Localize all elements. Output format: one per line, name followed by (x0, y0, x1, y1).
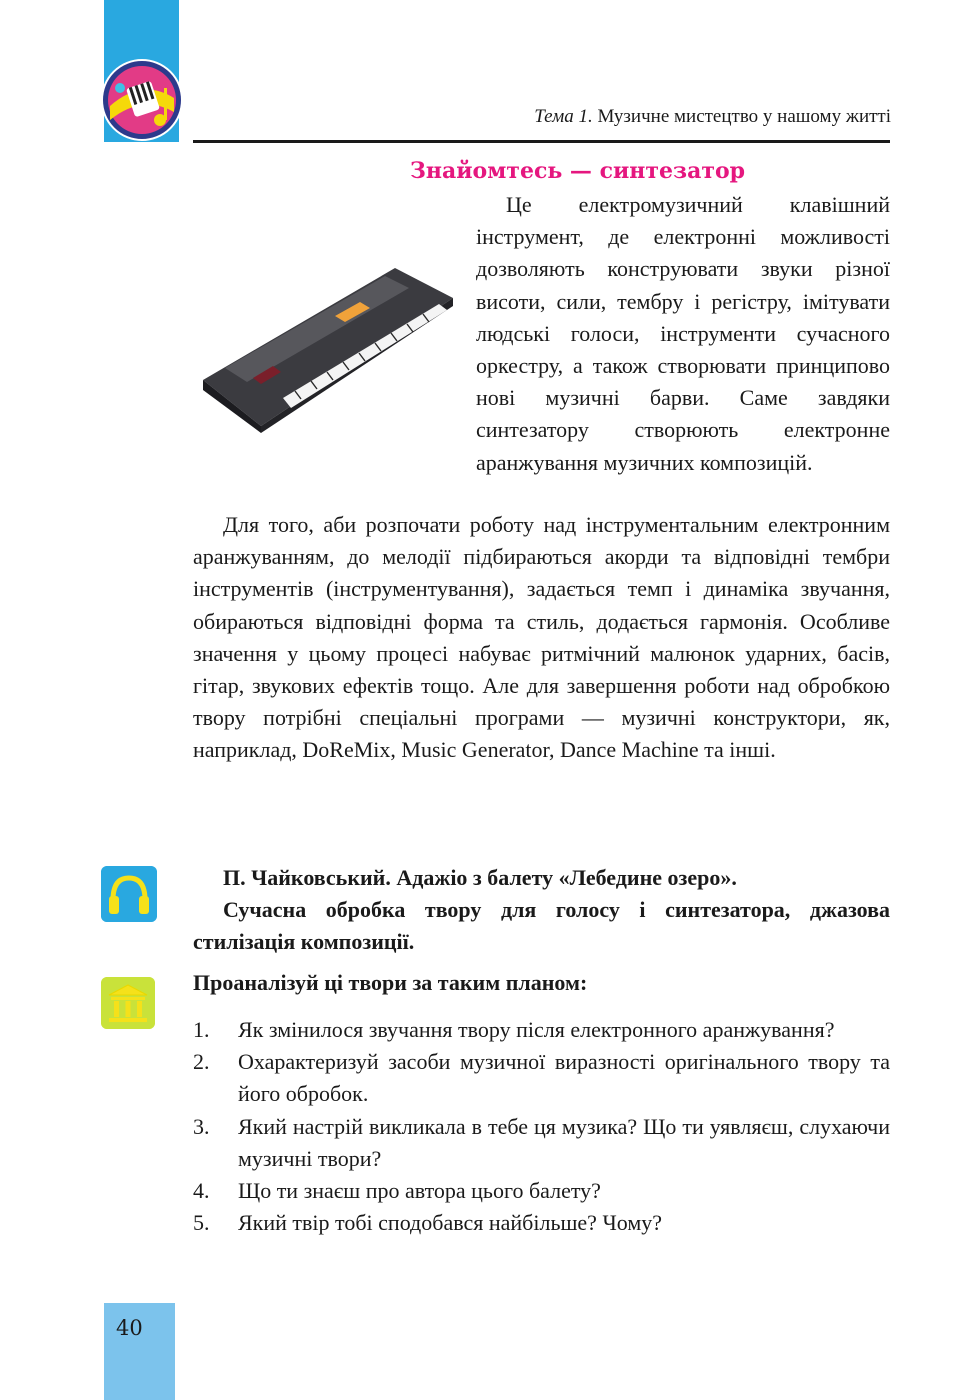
topic-label: Тема 1. (534, 106, 593, 127)
listening-task (193, 862, 890, 959)
synthesizer-image (195, 258, 460, 433)
question-text: Який настрій викликала в тебе ця музика? Що ти уявляєш, слухаючи музичні твори? (238, 1113, 890, 1171)
headphones-icon (101, 866, 157, 922)
questions-list (193, 1014, 890, 1239)
listening-line-1: П. Чайковський. Адажіо з балету «Лебедине озеро». (223, 865, 737, 890)
list-item (193, 1111, 890, 1175)
list-item (193, 1046, 890, 1110)
body-paragraph: Для того, аби розпочати роботу над інструментальним електронним аранжуванням, до мелодії підбираються акорди та відповідні тембри інструментів (інструментування), задається темп і динаміка звучання, обираються відповідні форма та стиль, додається гармонія. Особливе значення у цьому процесі набуває ритмічний малюнок ударних, басів, гітар, звукових ефектів тощо. Але для завершення роботи над обробкою твору потрібні спеціальні програми — музичні конструктори, як, наприклад, DoReMix, Music Generator, Dance Machine та інші. (193, 512, 890, 763)
list-item (193, 1207, 890, 1239)
question-text: Що ти знаєш про автора цього балету? (238, 1178, 601, 1204)
plan-title: Проаналізуй ці твори за таким планом: (193, 970, 588, 995)
list-item (193, 1175, 890, 1207)
page-number: 40 (116, 1316, 143, 1340)
question-number: 2. (193, 1049, 210, 1075)
question-number: 3. (193, 1113, 210, 1139)
question-text: Який твір тобі сподобався найбільше? Чому? (238, 1210, 663, 1236)
question-text: Як змінилося звучання твору після електронного аранжування? (238, 1017, 835, 1042)
intro-paragraph: Це електромузичний клавішний інструмент, де електронні можливості дозволяють конструювати звуки різної висоти, сили, тембру і регістру, імітувати людські голоси, інструменти сучасного оркестру, а також створювати принципово нові музичні барви. Саме завдяки синтезатору створюють електронне аранжування музичних композицій. (476, 192, 890, 475)
museum-icon (101, 977, 155, 1029)
section-title: Знайомтесь — синтезатор (409, 158, 746, 184)
list-item (193, 1014, 890, 1046)
music-emblem-icon (100, 58, 184, 142)
question-number: 5. (193, 1210, 210, 1236)
question-text: Охарактеризуй засоби музичної виразності оригінального твору та його обробок. (238, 1049, 890, 1107)
topic-title: Музичне мистецтво у нашому житті (592, 106, 891, 127)
running-head (534, 106, 891, 128)
question-number: 1. (193, 1017, 210, 1042)
question-number: 4. (193, 1178, 210, 1204)
listening-line-2: Сучасна обробка твору для голосу і синтезатора, джазова стилізація композиції. (193, 897, 890, 955)
header-rule (193, 140, 890, 143)
